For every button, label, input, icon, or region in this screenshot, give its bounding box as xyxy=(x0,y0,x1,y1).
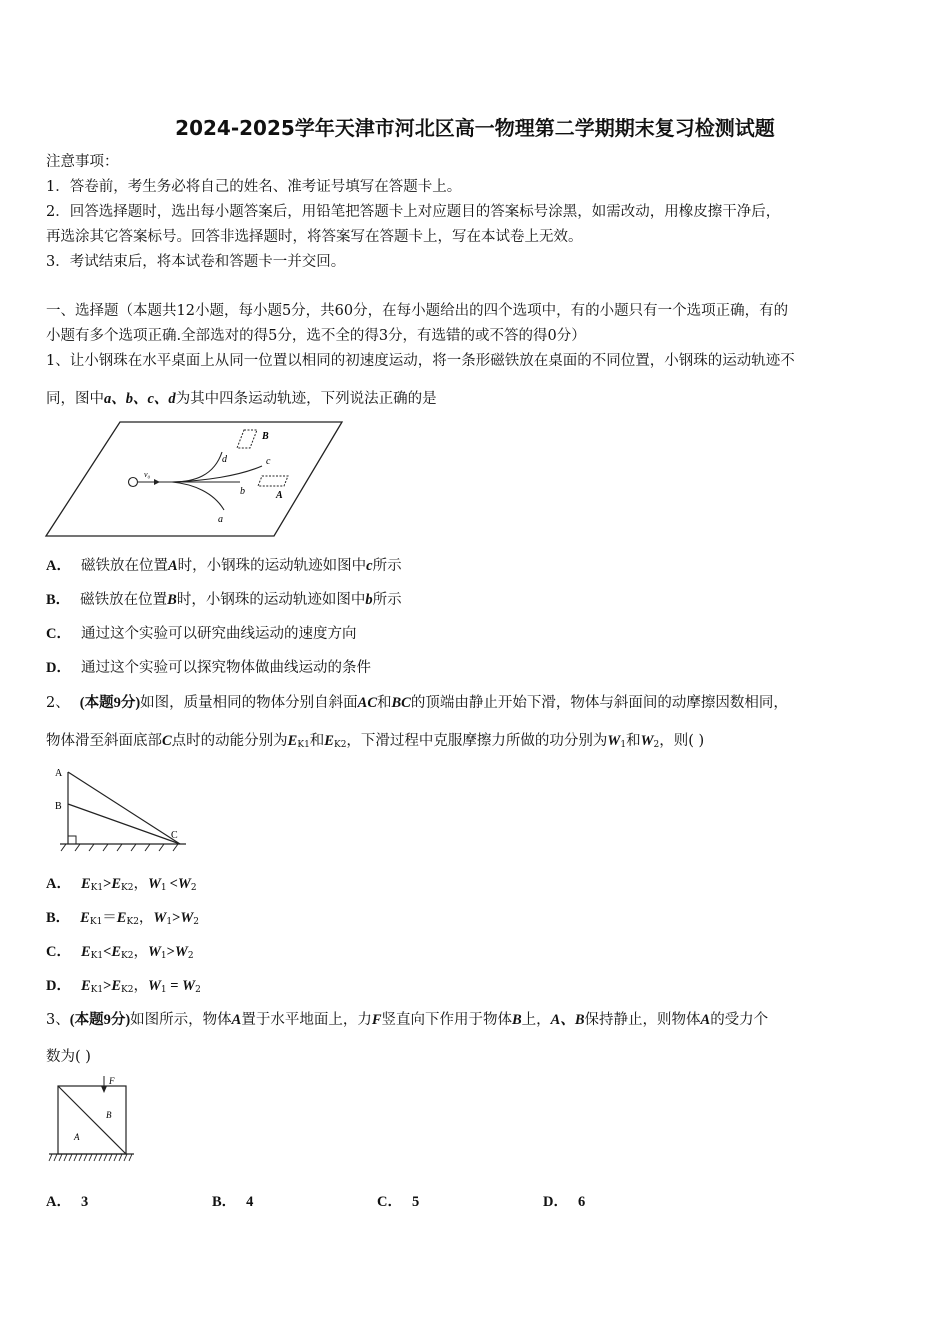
q2-sub: K1 xyxy=(297,740,310,750)
notice-heading: 注意事项： xyxy=(46,154,119,170)
q1-stem-vars: a、b、c、d xyxy=(104,391,176,407)
trajectory-a xyxy=(172,482,224,510)
q2-var: W xyxy=(607,733,621,749)
option-var: E xyxy=(80,876,91,892)
option-sub: K1 xyxy=(90,985,104,995)
q2-text: ，下滑过程中克服摩擦力所做的功分别为 xyxy=(346,733,608,749)
q2-var: W xyxy=(640,733,654,749)
q2-text: 如图，质量相同的物体分别自斜面 xyxy=(140,695,358,711)
q2-var: AC xyxy=(357,695,377,711)
q2-var: BC xyxy=(391,695,411,711)
q1-option-c[interactable] xyxy=(46,624,356,644)
option-var: b xyxy=(365,592,373,608)
label-A: A xyxy=(276,490,283,501)
option-sub: 1 xyxy=(160,985,167,995)
q3-option-c[interactable] xyxy=(377,1190,419,1211)
magnet-position-a xyxy=(258,476,288,486)
option-value: 4 xyxy=(246,1194,254,1210)
q3-var: A xyxy=(700,1012,711,1028)
q3-option-d[interactable] xyxy=(543,1190,585,1211)
q3-text: 上， xyxy=(521,1012,551,1028)
option-label: C． xyxy=(46,626,71,642)
q2-text: 点时的动能分别为 xyxy=(171,733,288,749)
q2-sub: 1 xyxy=(620,740,627,750)
label-C: C xyxy=(171,830,178,841)
option-sub: K2 xyxy=(126,917,139,927)
option-label: D． xyxy=(46,978,71,994)
q1-stem-pre: 同，图中 xyxy=(46,391,104,407)
option-sub: K2 xyxy=(121,951,134,961)
q3-option-b[interactable] xyxy=(212,1190,253,1211)
option-text: 通过这个实验可以研究曲线运动的速度方向 xyxy=(80,626,357,642)
q2-stem-line2 xyxy=(46,731,704,755)
option-rel: > xyxy=(172,910,181,926)
option-var: E xyxy=(116,910,127,926)
option-var: B xyxy=(167,592,177,608)
option-rel: > xyxy=(103,876,112,892)
option-var: W xyxy=(182,978,196,994)
label-A: A xyxy=(55,768,63,779)
option-sub: 2 xyxy=(190,883,197,893)
q3-number: 3、 xyxy=(46,1012,70,1028)
q1-stem-line1: 1、让小钢珠在水平桌面上从同一位置以相同的初速度运动，将一条形磁铁放在桌面的不同位置，小钢珠的运动轨迹不 xyxy=(46,353,795,369)
q3-figure-blocks xyxy=(46,1076,138,1168)
label-v0: v₀ xyxy=(144,470,151,479)
option-sub: K1 xyxy=(90,883,104,893)
q2-text: ，则( ) xyxy=(659,733,705,749)
q2-sub: 2 xyxy=(653,740,660,750)
block-diagonal xyxy=(58,1086,126,1154)
option-label: C． xyxy=(46,944,71,960)
section1-line2: 小题有多个选项正确.全部选对的得5分，选不全的得3分，有选错的或不答的得0分） xyxy=(46,328,586,344)
q1-stem-post: 为其中四条运动轨迹，下列说法正确的是 xyxy=(175,391,437,407)
option-var: W xyxy=(148,978,161,994)
option-label: A． xyxy=(46,876,71,892)
q1-option-b[interactable] xyxy=(46,590,402,610)
option-var: E xyxy=(111,876,122,892)
option-var: E xyxy=(111,944,122,960)
q2-sub: K2 xyxy=(333,740,347,750)
q2-var: E xyxy=(324,733,334,749)
option-sub: K1 xyxy=(89,917,103,927)
label-d: d xyxy=(222,454,227,465)
option-sep: ， xyxy=(138,910,154,926)
option-rel: < xyxy=(103,944,112,960)
option-var: E xyxy=(80,910,90,926)
option-label: B． xyxy=(212,1194,237,1210)
trajectory-d xyxy=(172,452,222,482)
q1-option-a[interactable] xyxy=(46,556,402,576)
q2-option-d[interactable] xyxy=(46,976,201,1000)
option-text: 通过这个实验可以探究物体做曲线运动的条件 xyxy=(80,660,371,676)
option-var: E xyxy=(111,978,122,994)
incline-ac xyxy=(68,772,180,844)
q3-stem-line2: 数为( ) xyxy=(46,1049,91,1065)
option-rel: ＝ xyxy=(102,910,117,926)
q2-figure-inclines xyxy=(50,762,192,856)
q3-stem-line1 xyxy=(46,1010,768,1030)
option-value: 5 xyxy=(411,1194,420,1210)
q2-text: 物体滑至斜面底部 xyxy=(46,733,162,749)
option-sub: 1 xyxy=(160,951,167,961)
q3-text: 置于水平地面上，力 xyxy=(241,1012,372,1028)
option-rel: = xyxy=(166,978,183,994)
incline-bc xyxy=(68,804,180,844)
option-text: 时，小钢珠的运动轨迹如图中 xyxy=(177,558,367,574)
option-var: A xyxy=(167,558,178,574)
q2-score: (本题9分) xyxy=(79,695,141,711)
option-sub: 1 xyxy=(166,917,173,927)
option-var: W xyxy=(148,944,161,960)
q3-score: (本题9分) xyxy=(69,1012,131,1028)
label-b: b xyxy=(240,486,245,497)
option-sub: 1 xyxy=(160,883,167,893)
q2-text: 和 xyxy=(626,733,641,749)
option-var: W xyxy=(177,876,191,892)
q2-option-a[interactable] xyxy=(46,874,197,898)
option-sub: 2 xyxy=(193,917,199,927)
q2-number: 2、 xyxy=(46,695,70,711)
option-sep: ， xyxy=(133,978,148,994)
option-sub: 2 xyxy=(195,985,201,995)
q3-text: 如图所示，物体 xyxy=(130,1012,232,1028)
option-text: 磁铁放在位置 xyxy=(80,558,168,574)
q1-option-d[interactable] xyxy=(46,658,371,678)
option-sep: ， xyxy=(133,944,148,960)
option-label: D． xyxy=(543,1194,568,1210)
q2-option-b[interactable] xyxy=(46,908,199,932)
option-label: A． xyxy=(46,1194,71,1210)
right-angle-mark xyxy=(68,836,76,844)
option-text: 时，小钢珠的运动轨迹如图中 xyxy=(176,592,366,608)
label-F: F xyxy=(109,1076,115,1086)
q1-stem-line2 xyxy=(46,389,437,409)
ground-hatch xyxy=(61,844,178,851)
page-title: 2024-2025学年天津市河北区高一物理第二学期期末复习检测试题 xyxy=(175,116,775,140)
option-sub: K2 xyxy=(121,883,134,893)
option-label: B． xyxy=(46,592,71,608)
q3-text: 的受力个 xyxy=(710,1012,769,1028)
q1-figure-magnet-trajectory xyxy=(44,418,346,540)
label-B: B xyxy=(106,1110,112,1120)
q2-text: 的顶端由静止开始下滑，物体与斜面间的动摩擦因数相同， xyxy=(410,695,788,711)
q3-var: A、B xyxy=(550,1012,585,1028)
steel-ball xyxy=(129,478,138,487)
label-B: B xyxy=(262,431,269,442)
label-A: A xyxy=(74,1132,80,1142)
option-var: c xyxy=(366,558,373,574)
q3-var: B xyxy=(512,1012,522,1028)
ground-hatch xyxy=(49,1154,132,1161)
notice-item-1: 1．答卷前，考生务必将自己的姓名、准考证号填写在答题卡上。 xyxy=(46,179,462,195)
q2-text: 和 xyxy=(309,733,325,749)
option-var: W xyxy=(148,876,161,892)
option-label: A． xyxy=(46,558,71,574)
q3-text: 保持静止，则物体 xyxy=(584,1012,701,1028)
option-sub: K1 xyxy=(90,951,104,961)
option-var: E xyxy=(80,944,91,960)
trajectory-c xyxy=(172,466,262,482)
option-sub: 2 xyxy=(187,951,194,961)
option-value: 6 xyxy=(577,1194,586,1210)
q2-var: C xyxy=(162,733,172,749)
label-B: B xyxy=(55,801,62,812)
option-text: 所示 xyxy=(372,558,402,574)
option-label: C． xyxy=(377,1194,402,1210)
q3-text: 竖直向下作用于物体 xyxy=(381,1012,512,1028)
option-rel: < xyxy=(169,876,178,892)
option-value: 3 xyxy=(80,1194,89,1210)
q2-stem-line1 xyxy=(46,693,788,713)
option-var: W xyxy=(153,910,167,926)
force-arrow-icon xyxy=(101,1086,107,1093)
option-rel: > xyxy=(103,978,112,994)
q2-var: E xyxy=(287,733,298,749)
q3-var: A xyxy=(231,1012,242,1028)
velocity-arrow-icon xyxy=(154,479,160,485)
notice-item-2b: 再选涂其它答案标号。回答非选择题时，将答案写在答题卡上，写在本试卷上无效。 xyxy=(46,229,583,245)
q3-var: F xyxy=(371,1012,382,1028)
q3-option-a[interactable] xyxy=(46,1190,88,1211)
option-var: E xyxy=(80,978,91,994)
magnet-position-b xyxy=(237,430,257,448)
notice-item-3: 3．考试结束后，将本试卷和答题卡一并交回。 xyxy=(46,254,346,270)
option-rel: > xyxy=(166,944,175,960)
option-sep: ， xyxy=(133,876,148,892)
option-var: W xyxy=(174,944,188,960)
q2-option-c[interactable] xyxy=(46,942,194,966)
notice-item-2a: 2．回答选择题时，选出每小题答案后，用铅笔把答题卡上对应题目的答案标号涂黑，如需改动，用橡皮擦干净后， xyxy=(46,204,781,220)
label-c: c xyxy=(266,456,271,467)
q2-text: 和 xyxy=(377,695,392,711)
option-label: D． xyxy=(46,660,71,676)
option-label: B． xyxy=(46,910,71,926)
option-text: 磁铁放在位置 xyxy=(80,592,168,608)
option-text: 所示 xyxy=(372,592,402,608)
section1-line1: 一、选择题（本题共12小题，每小题5分，共60分，在每小题给出的四个选项中，有的小题只有一个选项正确，有的 xyxy=(46,303,789,319)
option-var: W xyxy=(180,910,194,926)
label-a: a xyxy=(218,514,223,525)
option-sub: K2 xyxy=(121,985,134,995)
